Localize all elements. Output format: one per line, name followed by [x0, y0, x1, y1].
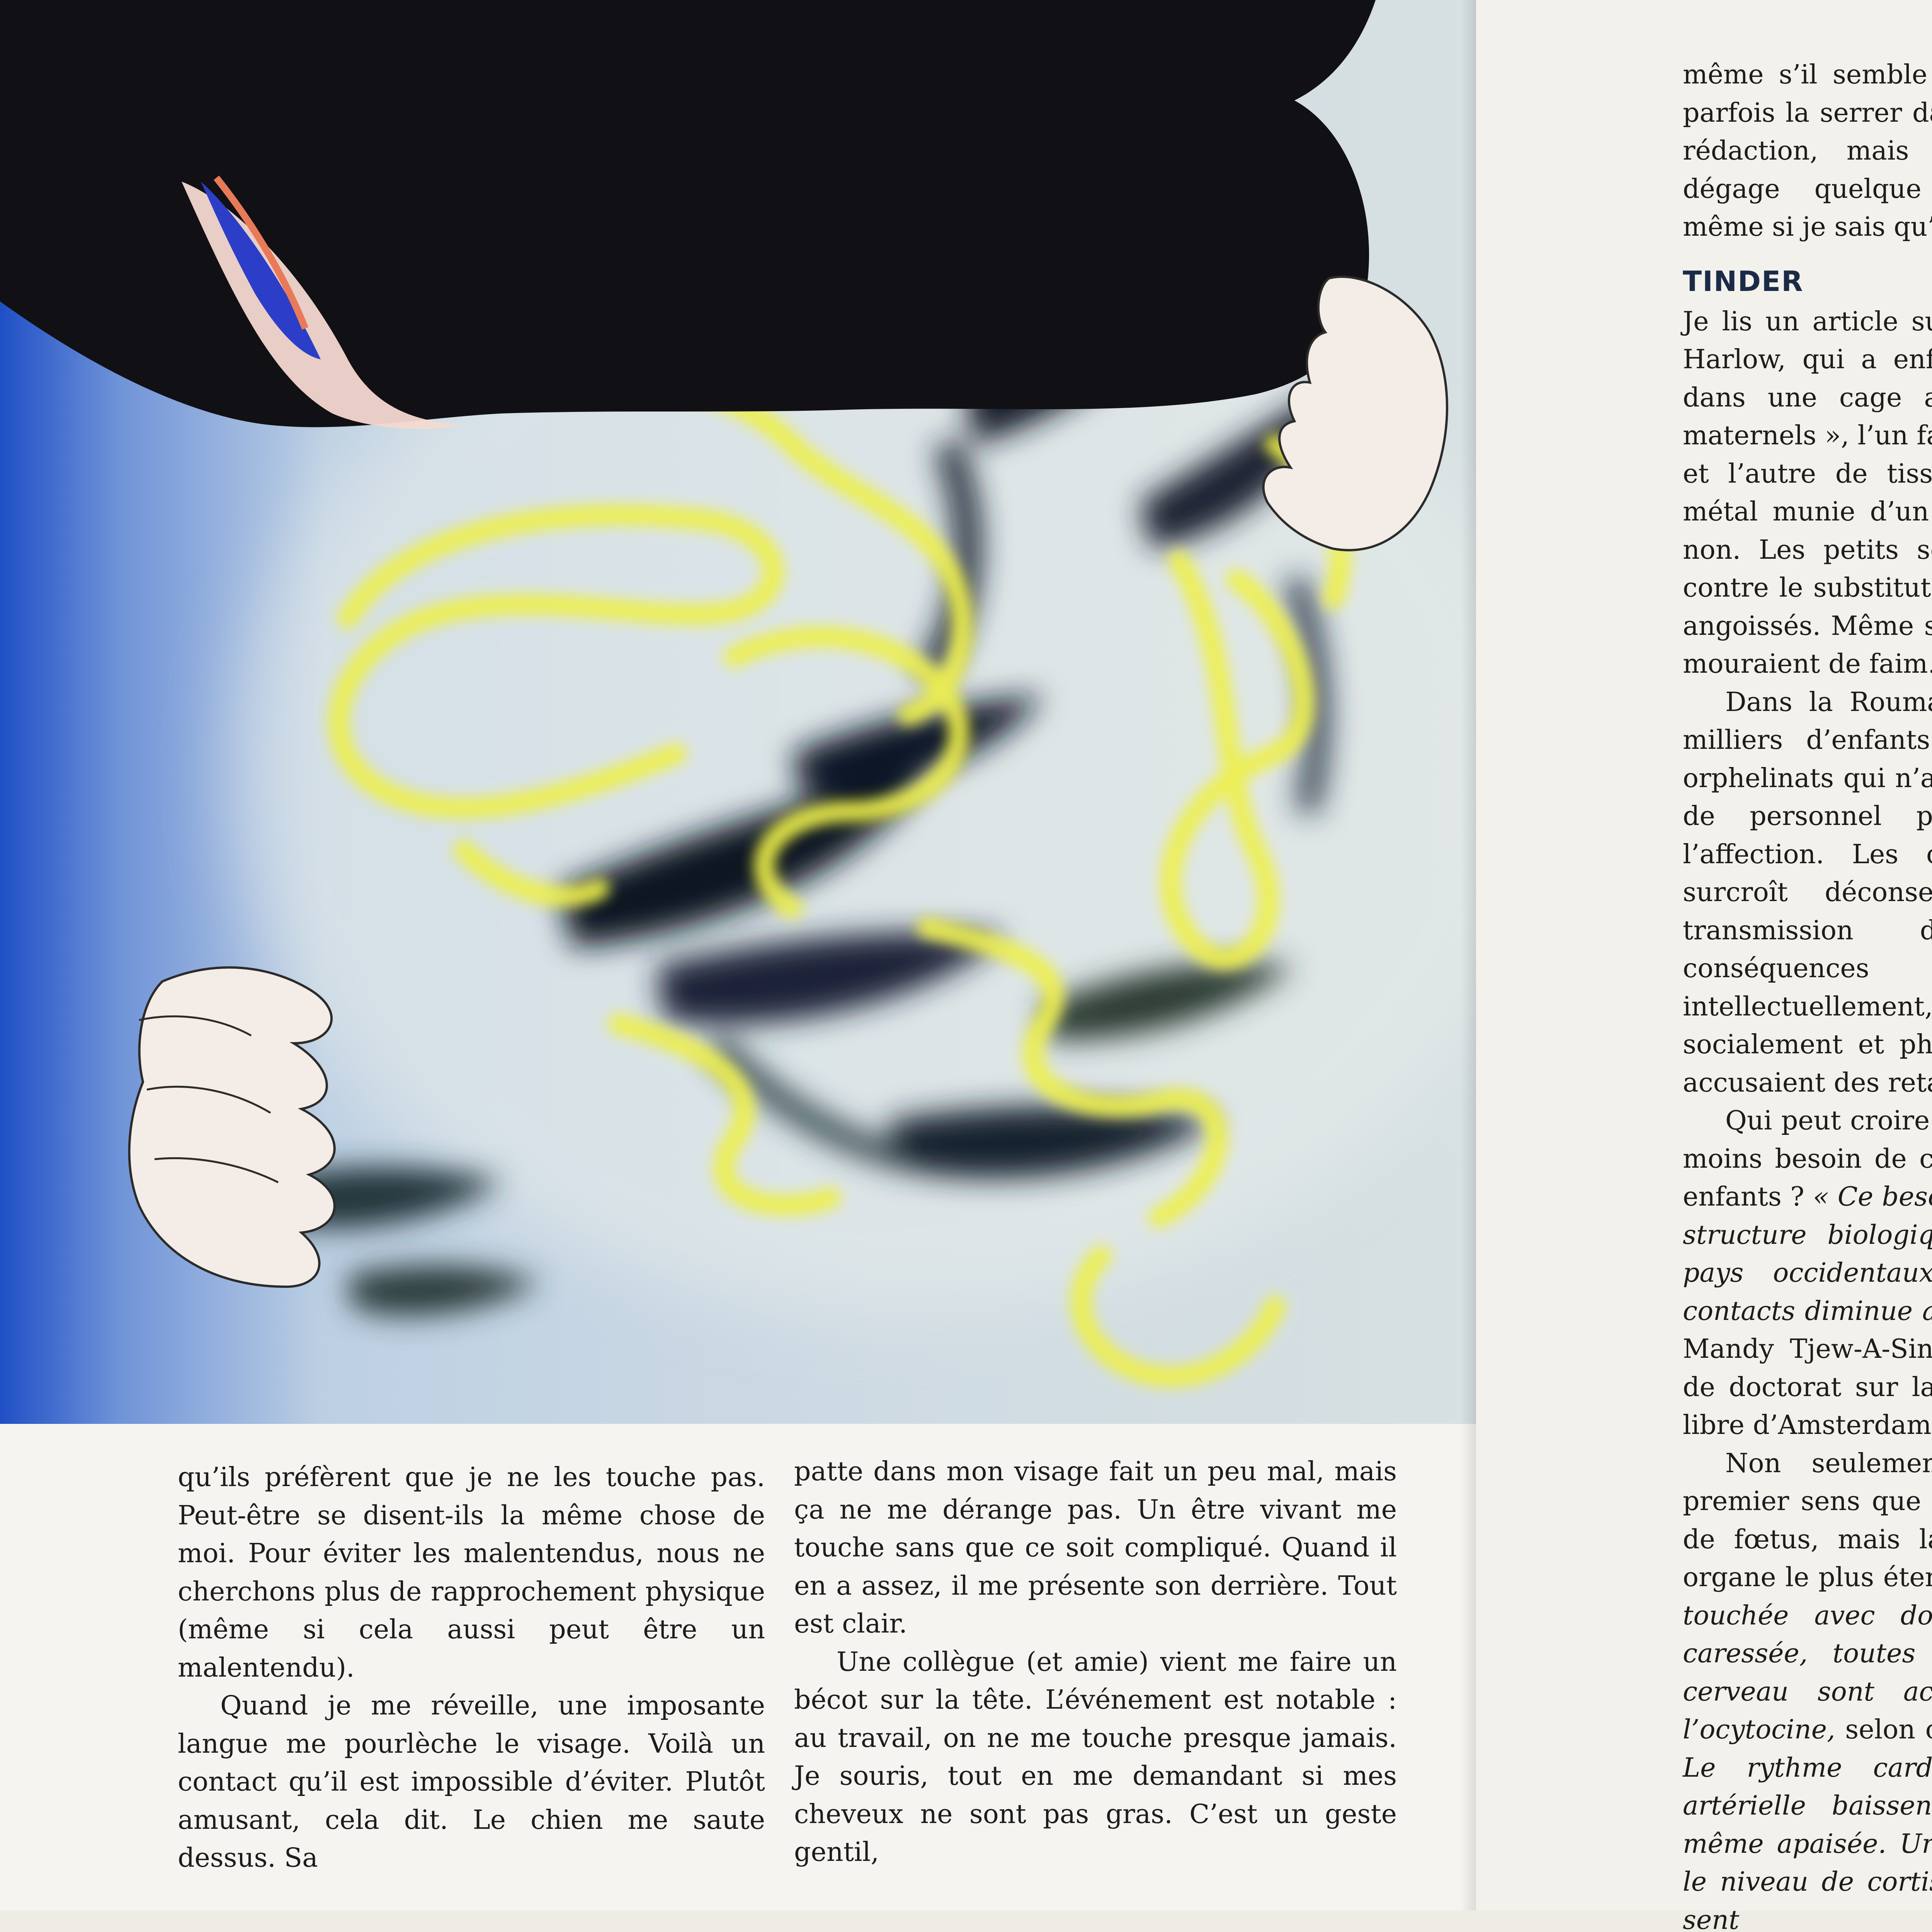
text-run: Mandy Tjew-A-Sin, de doctorat sur la libre d’Amsterdam. [1683, 1296, 1932, 1441]
quote: Le rythme card artérielle baissen même apaisée. U le niveau de corti sent [1683, 1753, 1932, 1932]
quote: touchée avec do caressée, toutes cerveau sont ac l’ocytocine, [1683, 1562, 1932, 1745]
paragraph: Quand je me réveille, une imposante langue me pourlèche le visage. Voilà un contact qu’il est impossible d’éviter. Plutôt amusant, cela dit. Le chien me saute dessus. Sa [178, 1687, 765, 1878]
paragraph: patte dans mon visage fait un peu mal, mais ça ne me dérange pas. Un être vivant me touche sans que ce soit compliqué. Quand il en a assez, il me présente son derrière. Tout est clair. [794, 1453, 1397, 1643]
text-run: Qui peut croire moins besoin de c enfants ? [1683, 1105, 1932, 1212]
paragraph: qu’ils préfèrent que je ne les touche pas. Peut-être se disent-ils la même chose de moi. Pour éviter les malentendus, nous ne cherchons plus de rapprochement physique (même si cela aussi peut être un malentendu). [178, 1459, 765, 1687]
section-heading-tinder: TINDER [1683, 262, 1932, 301]
quote: « Ce bes structure biologiq pays occidentaux, contacts diminue [1683, 1182, 1932, 1327]
paragraph: même s’il semble parfois la serrer d rédaction, mais dégage quelque même si je sais qu’ [1683, 56, 1932, 247]
paragraph: Une collègue (et amie) vient me faire un bécot sur la tête. L’événement est notable : au travail, on ne me touche presque jamais. Je souris, tout en me demandant si mes cheveux ne sont pas gras. C’est un geste gentil, [794, 1643, 1397, 1872]
text-run: selon [1835, 1714, 1932, 1745]
paragraph: Je lis un article s Harlow, qui a enf dans une cage a maternels », l’un f et l’autre de tiss métal munie d’un non. Les petits s contre le substitut angoissés. Même s mouraient de faim. [1683, 303, 1932, 684]
paragraph: Dans la Roum milliers d’enfants orphelinats qui n’a de personnel p l’affection. Les surcroît déconse transmission d conséquences intellectuellement, socialement et ph accusaient des ret [1683, 684, 1932, 1102]
text-run: Non seulemen premier sens que de fœtus, mais l organe le plus éte [1683, 1448, 1932, 1593]
